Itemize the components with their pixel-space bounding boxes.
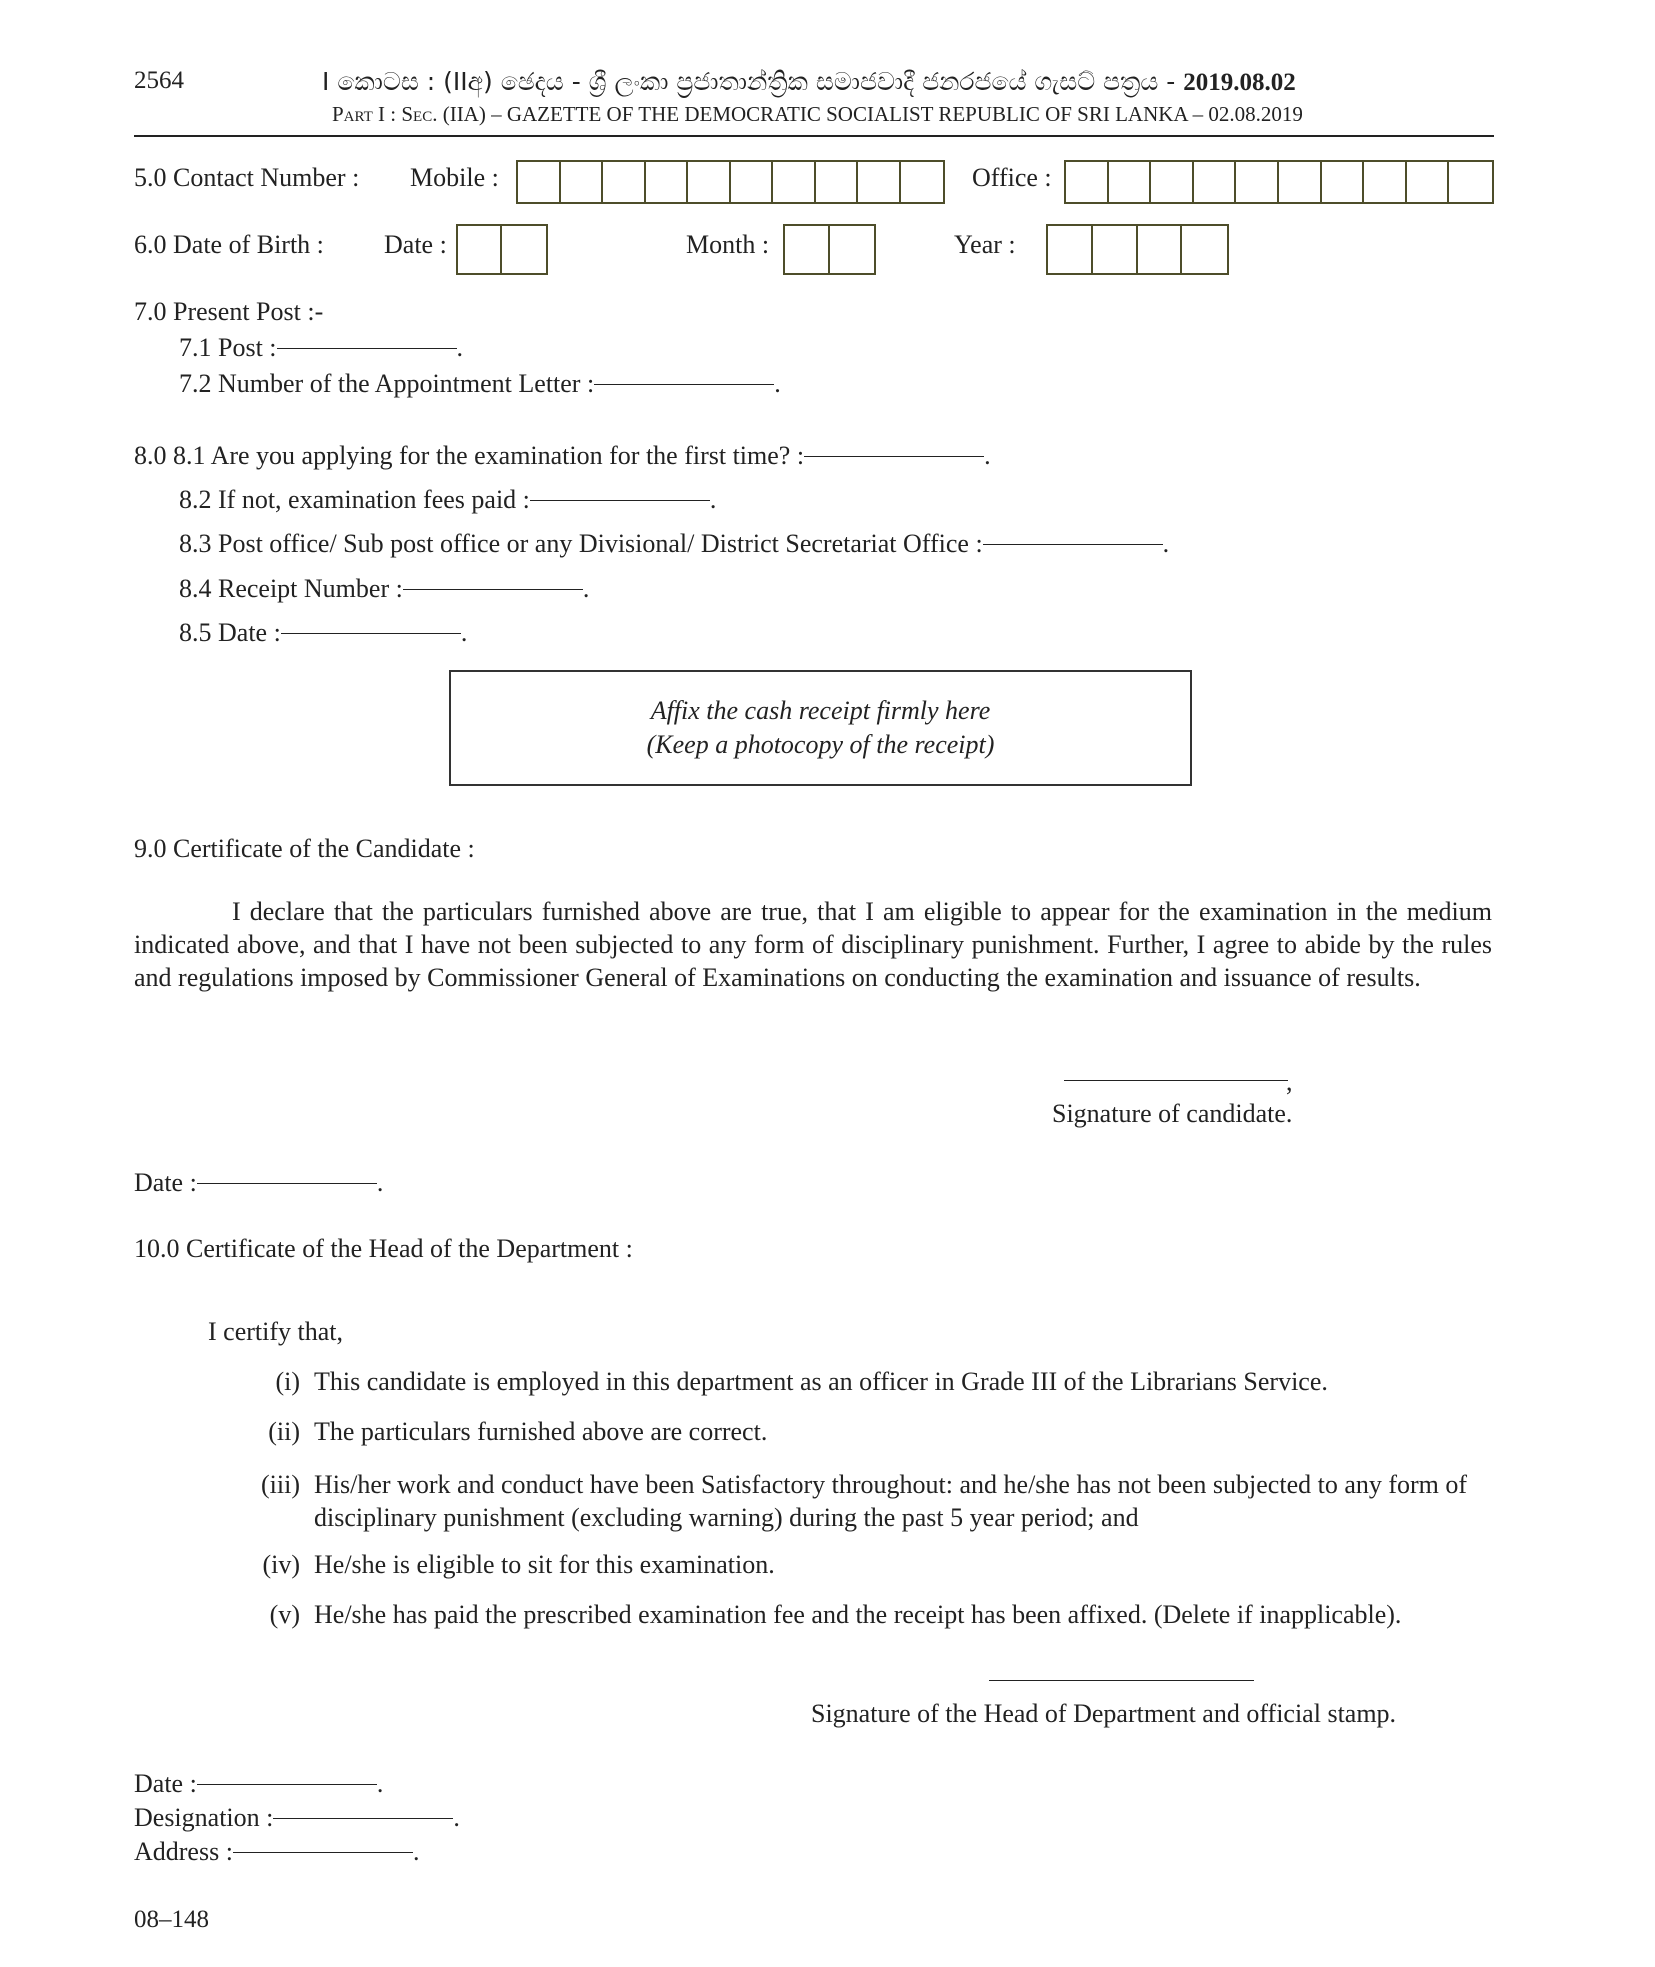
head-signature-label: Signature of the Head of Department and official stamp. <box>811 1699 1397 1728</box>
appointment-letter-label: 7.2 Number of the Appointment Letter : <box>179 369 595 398</box>
item-number: (v) <box>269 1600 300 1629</box>
footer-code: 08–148 <box>134 1906 209 1933</box>
candidate-declaration <box>134 895 1492 994</box>
head-cert-intro: I certify that, <box>208 1317 343 1346</box>
contact-label: 5.0 Contact Number : <box>134 163 360 192</box>
payment-date-field[interactable]: 8.5 Date : . <box>179 618 468 647</box>
candidate-declaration-text: I declare that the particulars furnished above are true, that I am eligible to appear for the examination in the medium indicated above, and that I have not been subjected to any form of disciplinary punishment. Further, I agree to abide by the rules and regulations imposed by Commissioner General of Examinations on conducting the examination and issuance of results. <box>134 897 1492 992</box>
first-time-field[interactable]: 8.0 8.1 Are you applying for the examination for the first time? : . <box>134 441 991 470</box>
list-item <box>242 1601 1401 1630</box>
item-text: This candidate is employed in this department as an officer in Grade III of the Librarians Service. <box>314 1367 1328 1396</box>
present-post-heading: 7.0 Present Post :- <box>134 297 324 326</box>
item-number: (iii) <box>261 1470 300 1499</box>
appointment-letter-field[interactable]: 7.2 Number of the Appointment Letter : . <box>179 369 781 398</box>
dob-month-boxes[interactable] <box>783 224 876 275</box>
receipt-number-label: 8.4 Receipt Number : <box>179 574 403 603</box>
sinhala-header-title: I කොටස : (IIඅ) ඡෙදය - ශ්‍රී ලංකා ප්‍රජාතාන්ත්‍රික සමාජවාදී ජනරජයේ ගැසට් පත්‍රය - <box>322 67 1184 96</box>
mobile-boxes[interactable] <box>516 160 945 204</box>
candidate-date-label: Date : <box>134 1168 197 1197</box>
receipt-box <box>449 670 1192 786</box>
page-number: 2564 <box>134 67 184 94</box>
item-number: (i) <box>275 1367 300 1396</box>
sinhala-header <box>322 68 1296 97</box>
candidate-signature-label: Signature of candidate. <box>1052 1099 1293 1128</box>
list-item <box>242 1551 775 1580</box>
designation-label: Designation : <box>134 1803 274 1832</box>
post-office-label: 8.3 Post office/ Sub post office or any Divisional/ District Secretariat Office : <box>179 529 983 558</box>
header-rule <box>134 135 1494 137</box>
item-text: His/her work and conduct have been Satisfactory throughout: and he/she has not been subjected to any form of disciplinary punishment (excluding warning) during the past 5 year period; and <box>314 1470 1468 1532</box>
list-item <box>242 1468 1494 1534</box>
list-item <box>242 1368 1328 1397</box>
candidate-cert-heading: 9.0 Certificate of the Candidate : <box>134 834 475 863</box>
candidate-signature-line[interactable] <box>1064 1080 1288 1081</box>
designation-field[interactable]: Designation : . <box>134 1803 460 1832</box>
item-text: He/she is eligible to sit for this examination. <box>314 1550 775 1579</box>
address-label: Address : <box>134 1837 233 1866</box>
english-header: Part I : Sec. (IIA) – GAZETTE OF THE DEMOCRATIC SOCIALIST REPUBLIC OF SRI LANKA – 02.08.2019 <box>332 102 1303 126</box>
address-field[interactable]: Address : . <box>134 1837 420 1866</box>
receipt-number-field[interactable]: 8.4 Receipt Number : . <box>179 574 590 603</box>
head-date-label: Date : <box>134 1769 197 1798</box>
item-text: The particulars furnished above are correct. <box>314 1417 768 1446</box>
office-label: Office : <box>972 163 1052 192</box>
receipt-line-1: Affix the cash receipt firmly here <box>650 696 991 726</box>
receipt-line-2: (Keep a photocopy of the receipt) <box>646 730 995 759</box>
sinhala-header-date: 2019.08.02 <box>1183 69 1296 96</box>
office-boxes[interactable] <box>1064 160 1494 204</box>
dob-year-boxes[interactable] <box>1046 224 1229 275</box>
post-label: 7.1 Post : <box>179 333 277 362</box>
post-office-field[interactable]: 8.3 Post office/ Sub post office or any Divisional/ District Secretariat Office : . <box>179 529 1170 558</box>
item-number: (ii) <box>268 1417 300 1446</box>
item-text: He/she has paid the prescribed examination fee and the receipt has been affixed. (Delete if inapplicable). <box>314 1600 1402 1629</box>
mobile-label: Mobile : <box>410 163 499 192</box>
head-date-field[interactable]: Date : . <box>134 1769 384 1798</box>
fees-paid-field[interactable]: 8.2 If not, examination fees paid : . <box>179 485 717 514</box>
head-signature-line[interactable] <box>989 1680 1254 1681</box>
payment-date-label: 8.5 Date : <box>179 618 281 647</box>
list-item <box>242 1418 767 1447</box>
fees-paid-label: 8.2 If not, examination fees paid : <box>179 485 530 514</box>
dob-date-boxes[interactable] <box>456 224 548 275</box>
candidate-date-field[interactable]: Date : . <box>134 1168 384 1197</box>
post-field[interactable]: 7.1 Post : . <box>179 333 464 362</box>
item-number: (iv) <box>262 1550 300 1579</box>
dob-date-label: Date : <box>384 230 447 259</box>
first-time-label: 8.0 8.1 Are you applying for the examination for the first time? : <box>134 441 805 470</box>
dob-year-label: Year : <box>954 230 1016 259</box>
head-cert-heading: 10.0 Certificate of the Head of the Department : <box>134 1234 633 1263</box>
dob-label: 6.0 Date of Birth : <box>134 230 324 259</box>
dob-month-label: Month : <box>686 230 770 259</box>
